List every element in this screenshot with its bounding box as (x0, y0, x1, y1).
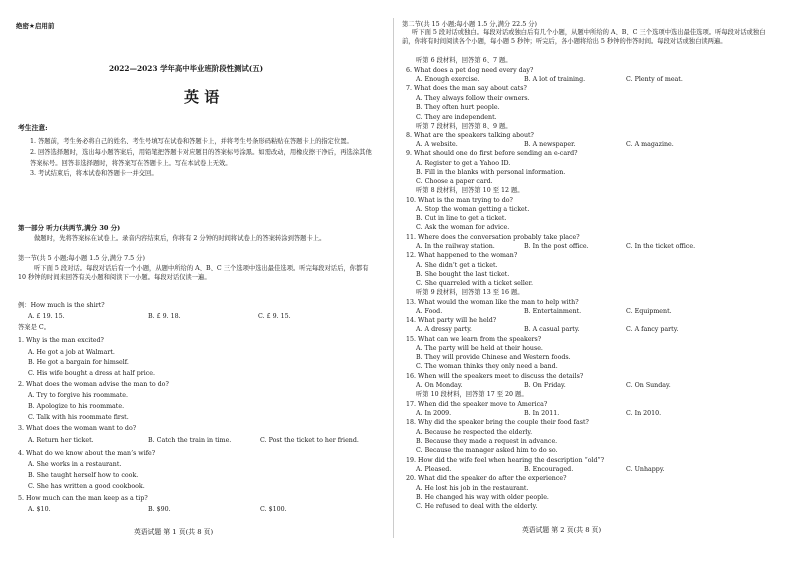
question-10: 10. What is the man trying to do? (406, 197, 513, 204)
left-page (14, 0, 384, 562)
question-8: 8. What are the speakers talking about? (406, 132, 534, 139)
option: B. He got a bargain for himself. (28, 359, 129, 366)
option: A. $10. (28, 506, 51, 513)
section2-instructions: 听下面 5 段对话或独白。每段对话或独白后有几个小题，从题中所给的 A、B、C 三个选项中选出最佳选项。听每段对话或独白前，你将有时间阅读各个小题，每小题 5 秒钟；听完后，各小题将给出 5 秒钟的作答时间。每段对话或独白读两遍。 (402, 29, 766, 45)
question-20: 20. What did the speaker do after the experience? (406, 475, 567, 482)
part1-instructions: 做题时，先将答案标在试卷上。录音内容结束后，你将有 2 分钟的时间将试卷上的答案转涂到答题卡上。 (34, 235, 326, 242)
material-heading: 听第 7 段材料，回答第 8、9 题。 (416, 123, 512, 130)
option: C. In 2010. (626, 410, 662, 417)
material-heading: 听第 9 段材料，回答第 13 至 16 题。 (416, 289, 524, 296)
option: B. They often hurt people. (416, 104, 500, 111)
question-7: 7. What does the man say about cats? (406, 85, 527, 92)
question-3: 3. What does the woman want to do? (18, 425, 137, 432)
question-17: 17. When did the speaker move to America? (406, 401, 548, 408)
question-19: 19. How did the wife feel when hearing the description “old”? (406, 457, 605, 464)
question-9: 9. What should one do first before sending an e-card? (406, 150, 578, 157)
option: B. Fill in the blanks with personal information. (416, 169, 566, 176)
option: C. The woman thinks they only need a band. (416, 363, 558, 370)
option: A. In the railway station. (416, 243, 495, 250)
option: A. Return her ticket. (28, 437, 94, 444)
option: B. £ 9. 18. (148, 313, 181, 320)
option: B. In 2011. (524, 410, 560, 417)
option: C. A fancy party. (626, 326, 679, 333)
question-14: 14. What party will he held? (406, 317, 497, 324)
question-15: 15. What can we learn from the speakers? (406, 336, 542, 343)
section2-heading: 第二节(共 15 小题;每小题 1.5 分,满分 22.5 分) (402, 21, 537, 28)
option: C. Ask the woman for advice. (416, 224, 510, 231)
option: A. They always follow their owners. (416, 95, 530, 102)
notice-list (30, 137, 376, 180)
option: C. They are independent. (416, 114, 497, 121)
option: B. Encouraged. (524, 466, 574, 473)
option: C. In the ticket office. (626, 243, 696, 250)
right-page (402, 0, 780, 562)
option: C. Unhappy. (626, 466, 665, 473)
part1-heading: 第一部分 听力(共两节,满分 30 分) (18, 224, 121, 232)
option: C. £ 9. 15. (258, 313, 291, 320)
question-13: 13. What would the woman like the man to help with? (406, 299, 579, 306)
question-12: 12. What happened to the woman? (406, 252, 518, 259)
option: A. A website. (416, 141, 458, 148)
option: A. Register to get a Yahoo ID. (416, 160, 511, 167)
confidential-mark: 绝密★启用前 (16, 22, 55, 30)
notice-item: 1. 答题前，考生务必将自己的姓名、考生号填写在试卷和答题卡上，并将考生号条形码粘贴在答题卡上的指定位置。 (30, 138, 353, 145)
option: B. $90. (148, 506, 171, 513)
question-1: 1. Why is the man excited? (18, 337, 104, 344)
page-footer: 英语试题 第 1 页(共 8 页) (134, 528, 214, 536)
question-11: 11. Where does the conversation probably take place? (406, 234, 580, 241)
example-answer: 答案是 C。 (18, 324, 51, 331)
option: B. He changed his way with older people. (416, 494, 549, 501)
question-16: 16. When will the speakers meet to discuss the details? (406, 373, 584, 380)
option: C. $100. (260, 506, 287, 513)
material-heading: 听第 10 段材料，回答第 17 至 20 题。 (416, 391, 528, 398)
option: A. The party will be held at their house. (416, 345, 543, 352)
page-divider (393, 18, 394, 538)
option: B. A casual party. (524, 326, 580, 333)
option: C. Plenty of meat. (626, 76, 683, 83)
option: C. Talk with his roommate first. (28, 414, 129, 421)
option: A. In 2009. (416, 410, 452, 417)
option: A. She didn’t get a ticket. (416, 262, 498, 269)
notice-heading: 考生注意: (18, 124, 48, 132)
exam-title: 2022—2023 学年高中毕业班阶段性测试(五) (109, 64, 264, 73)
option: C. On Sunday. (626, 382, 671, 389)
question-2: 2. What does the woman advise the man to do? (18, 381, 169, 388)
question-6: 6. What does a pet dog need every day? (406, 67, 534, 74)
material-heading: 听第 6 段材料，回答第 6、7 题。 (416, 57, 512, 64)
option: A. She works in a restaurant. (28, 461, 122, 468)
page-footer: 英语试题 第 2 页(共 8 页) (522, 526, 602, 534)
section1-heading: 第一节(共 5 小题;每小题 1.5 分,满分 7.5 分) (18, 255, 145, 262)
option: C. She quarreled with a ticket seller. (416, 280, 533, 287)
option: C. She has written a good cookbook. (28, 483, 145, 490)
option: C. Equipment. (626, 308, 672, 315)
option: B. On Friday. (524, 382, 566, 389)
option: B. Apologize to his roommate. (28, 403, 125, 410)
option: A. Enough exercise. (416, 76, 480, 83)
option: B. She taught herself how to cook. (28, 472, 139, 479)
subject-title: 英 语 (184, 88, 220, 106)
option: C. Post the ticket to her friend. (260, 437, 359, 444)
material-heading: 听第 8 段材料，回答第 10 至 12 题。 (416, 187, 524, 194)
option: B. In the post office. (524, 243, 589, 250)
option: B. Catch the train in time. (148, 437, 232, 444)
option: A. On Monday. (416, 382, 463, 389)
example-question: 例：How much is the shirt? (18, 302, 105, 309)
notice-item: 3. 考试结束后，将本试卷和答题卡一并交回。 (30, 170, 158, 178)
option: B. A lot of training. (524, 76, 586, 83)
option: A. Try to forgive his roommate. (28, 392, 128, 399)
option: A. Food. (416, 308, 443, 315)
question-18: 18. Why did the speaker bring the couple their food fast? (406, 419, 589, 426)
option: A. He lost his job in the restaurant. (416, 485, 529, 492)
section1-instructions: 听下面 5 段对话。每段对话后有一个小题，从题中所给的 A、B、C 三个选项中选出最佳选项。听完每段对话后，你都有 10 秒钟的时间来回答有关小题和阅读下一小题。每段对话仅读一遍。 (18, 265, 369, 282)
option: A. £ 19. 15. (28, 313, 65, 320)
option: A. He got a job at Walmart. (28, 349, 115, 356)
question-5: 5. How much can the man keep as a tip? (18, 495, 148, 502)
option: B. Cut in line to get a ticket. (416, 215, 507, 222)
option: B. Entertainment. (524, 308, 582, 315)
option: C. He refused to deal with the elderly. (416, 503, 538, 510)
option: B. She bought the last ticket. (416, 271, 510, 278)
option: B. A newspaper. (524, 141, 576, 148)
option: B. They will provide Chinese and Western foods. (416, 354, 571, 361)
option: C. A magazine. (626, 141, 674, 148)
option: C. His wife bought a dress at half price. (28, 370, 156, 377)
option: A. Stop the woman getting a ticket. (416, 206, 530, 213)
option: A. Because he respected the elderly. (416, 429, 533, 436)
option: C. Because the manager asked him to do so. (416, 447, 558, 454)
option: B. Because they made a request in advance. (416, 438, 558, 445)
option: A. Pleased. (416, 466, 452, 473)
option: A. A dressy party. (416, 326, 472, 333)
question-4: 4. What do we know about the man’s wife? (18, 450, 156, 457)
notice-item: 2. 回答选择题时，选出每小题答案后，用铅笔把答题卡对应题目的答案标号涂黑。如需改动，用橡皮擦干净后，再选涂其他答案标号。回答非选择题时，将答案写在答题卡上。写在本试卷上无效。 (30, 148, 372, 167)
option: C. Choose a paper card. (416, 178, 493, 185)
